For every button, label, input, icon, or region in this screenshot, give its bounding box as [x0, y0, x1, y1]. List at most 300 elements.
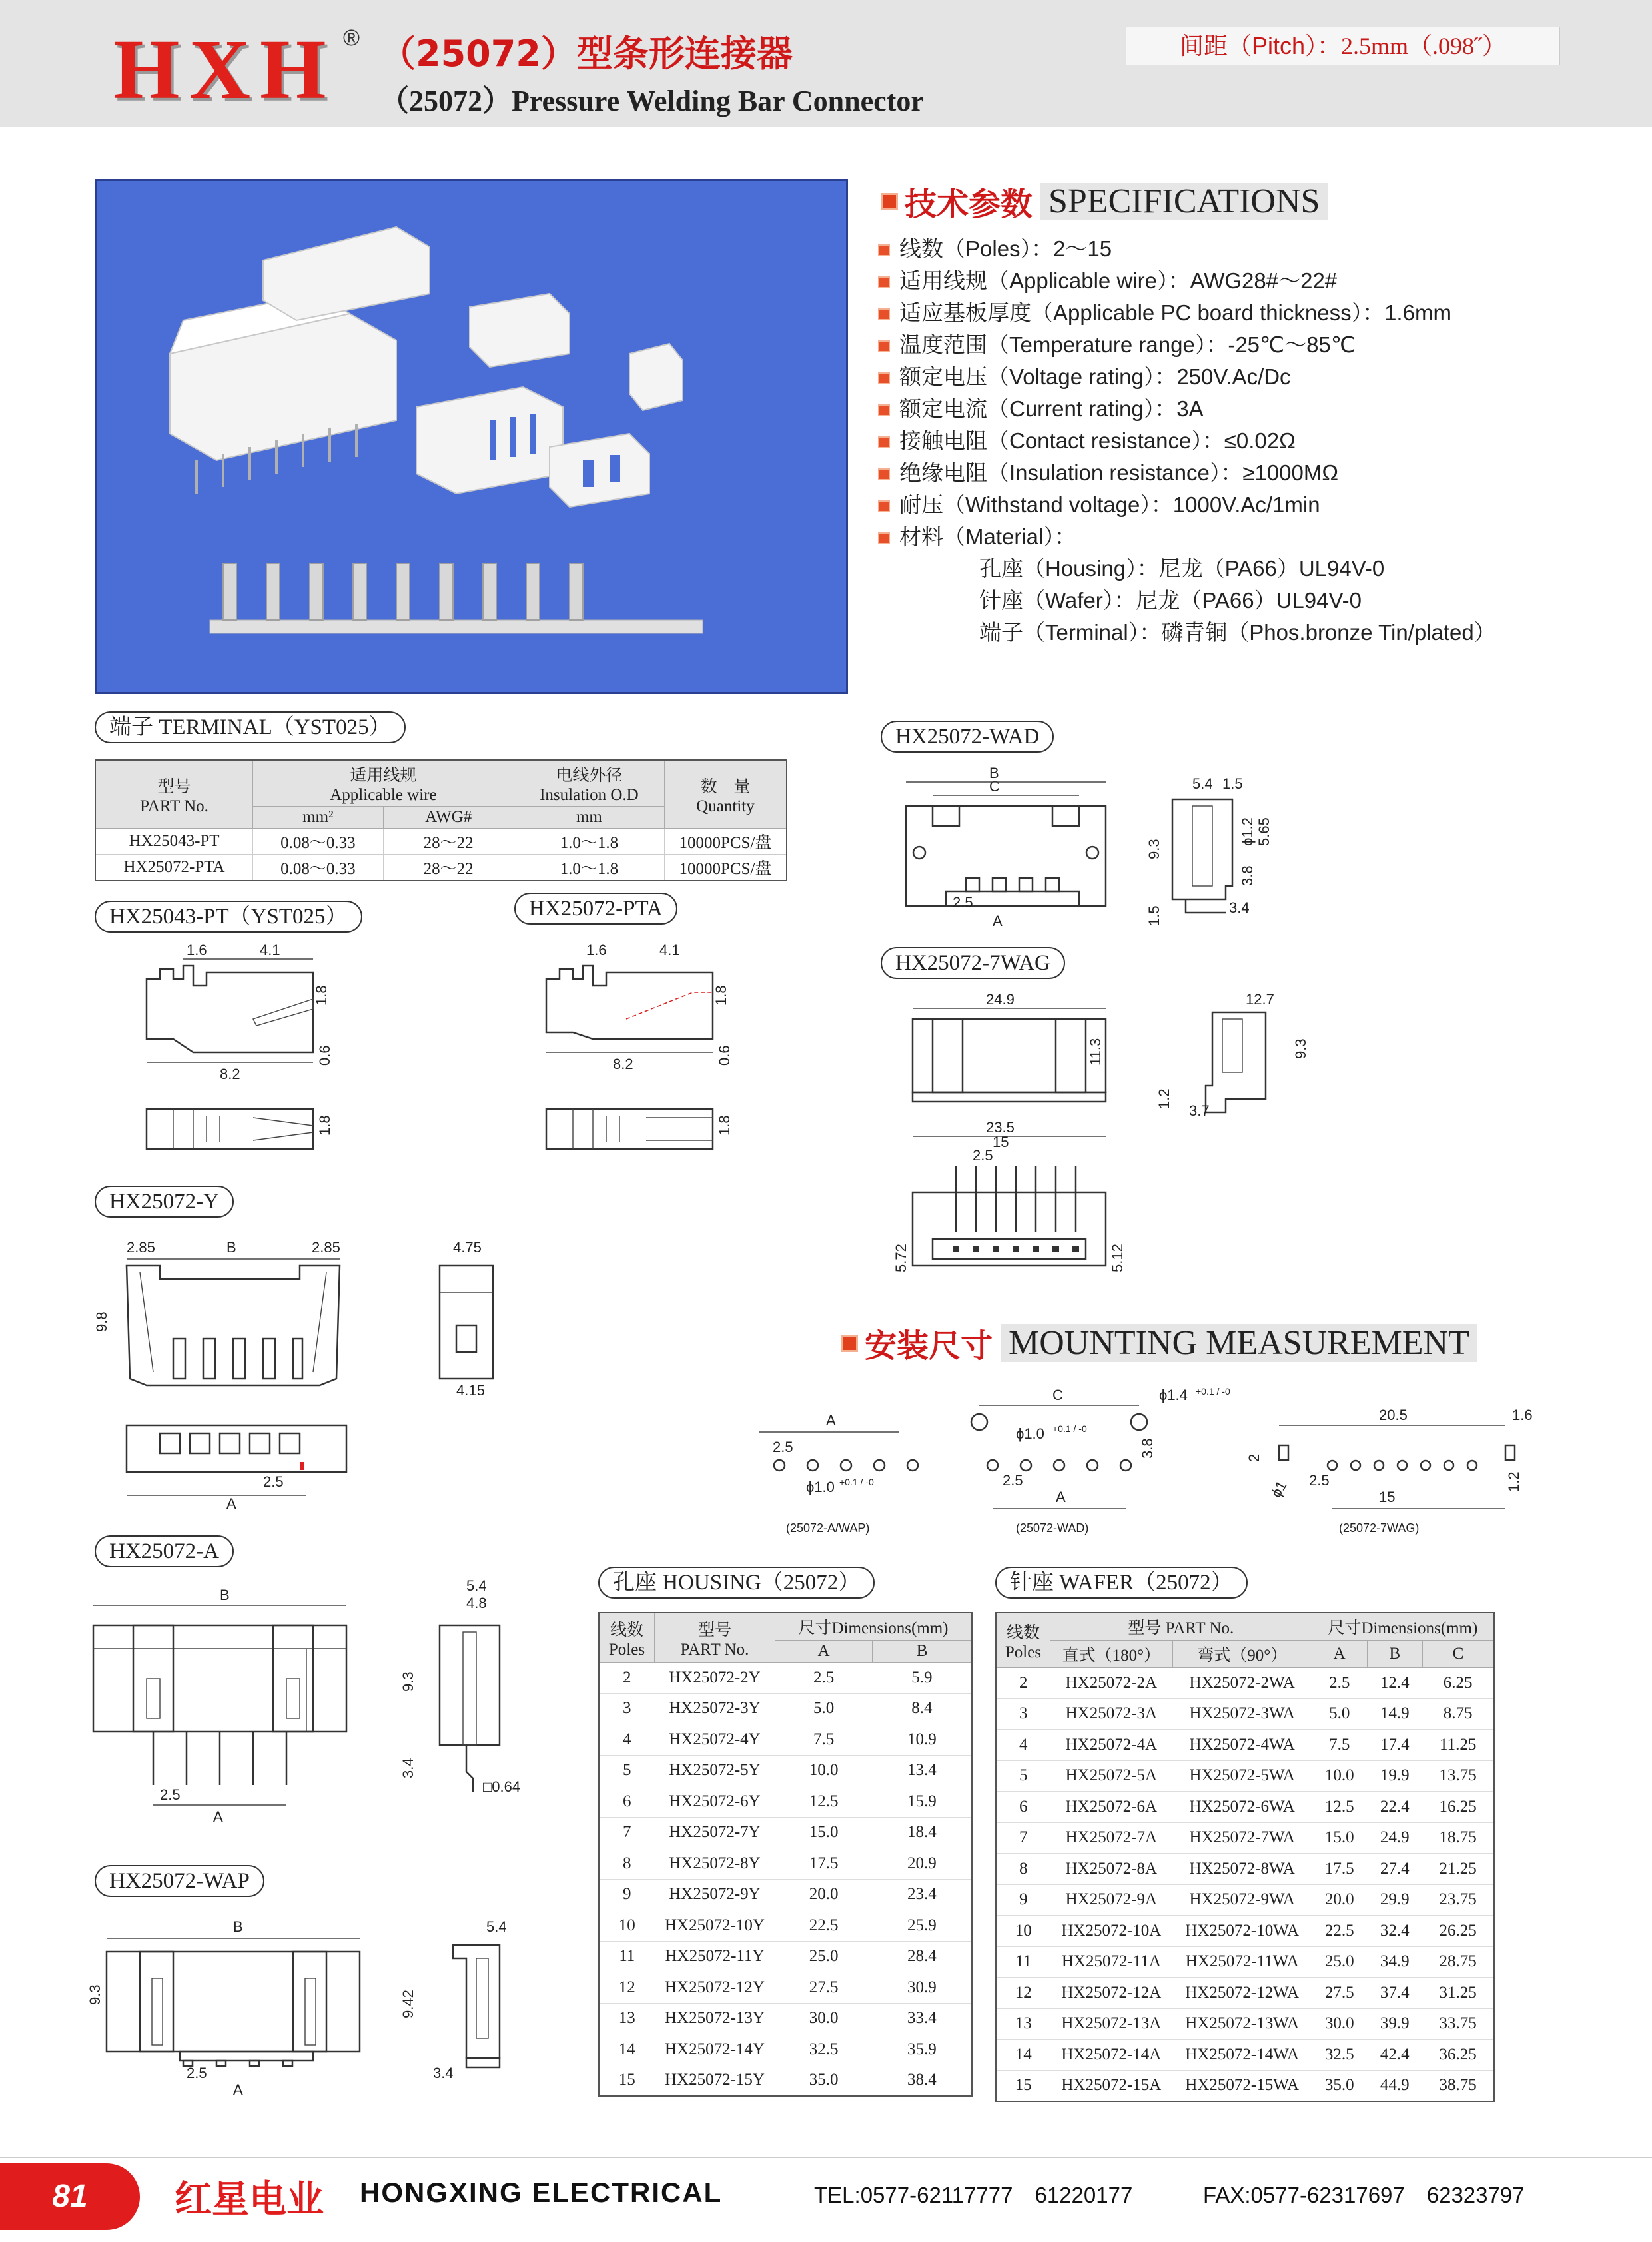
table-row — [599, 1755, 972, 1786]
table-cell: 9 — [996, 1884, 1050, 1916]
table-cell: HX25072-9A — [1050, 1884, 1173, 1916]
table-cell: 25.0 — [1312, 1946, 1367, 1978]
title-english: （25072）Pressure Welding Bar Connector — [380, 85, 924, 117]
table-cell: HX25072-2A — [1050, 1668, 1173, 1699]
table-cell: HX25072-7WA — [1172, 1822, 1312, 1854]
y-housing-drawing — [93, 1239, 500, 1519]
table-cell: 39.9 — [1367, 2008, 1422, 2040]
table-cell: 27.5 — [1312, 1978, 1367, 2009]
table-cell: 23.75 — [1422, 1884, 1494, 1916]
table-cell: HX25072-6WA — [1172, 1792, 1312, 1823]
table-row — [996, 2040, 1494, 2071]
table-cell: 38.4 — [873, 2065, 972, 2096]
table-cell: HX25072-10A — [1050, 1916, 1173, 1947]
table-cell: 6 — [996, 1792, 1050, 1823]
table-cell: HX25072-5WA — [1172, 1760, 1312, 1792]
table-cell: 12.5 — [775, 1786, 873, 1818]
table-cell: 2.5 — [1312, 1668, 1367, 1699]
table-cell: HX25072-12Y — [655, 1972, 775, 2004]
spec-contact-resistance: 接触电阻（Contact resistance）：≤0.02Ω — [878, 424, 1296, 455]
svg-text:2: 2 — [1246, 1453, 1262, 1462]
bullet-icon — [878, 532, 890, 544]
svg-text:C: C — [989, 778, 1000, 795]
svg-text:3.8: 3.8 — [1239, 865, 1256, 886]
table-cell: 30.9 — [873, 1972, 972, 2004]
svg-text:A: A — [826, 1412, 836, 1429]
table-cell: 24.9 — [1367, 1822, 1422, 1854]
table-cell: 13.75 — [1422, 1760, 1494, 1792]
svg-text:(25072-A/WAP): (25072-A/WAP) — [786, 1521, 870, 1535]
svg-text:1.2: 1.2 — [1156, 1088, 1172, 1109]
svg-text:8.2: 8.2 — [613, 1056, 633, 1072]
heading-bullet-icon — [841, 1335, 858, 1352]
table-cell: 14 — [599, 2034, 655, 2065]
table-row — [599, 1663, 972, 1694]
table-cell: HX25072-4WA — [1172, 1730, 1312, 1761]
svg-text:A: A — [233, 2081, 243, 2098]
table-row — [996, 1884, 1494, 1916]
svg-text:(25072-7WAG): (25072-7WAG) — [1339, 1521, 1420, 1535]
table-row — [996, 1822, 1494, 1854]
table-cell: 3 — [599, 1693, 655, 1724]
a-wafer-drawing — [93, 1577, 533, 1825]
pt-drawing-label: HX25043-PT（YST025） — [95, 901, 362, 933]
table-cell: 13 — [996, 2008, 1050, 2040]
table-cell: 35.0 — [775, 2065, 873, 2096]
table-row — [599, 1848, 972, 1880]
table-cell: 34.9 — [1367, 1946, 1422, 1978]
table-cell: HX25072-2Y — [655, 1663, 775, 1694]
footer-divider — [0, 2157, 1652, 2158]
svg-text:3.4: 3.4 — [433, 2065, 454, 2081]
table-row — [599, 1972, 972, 2004]
table-cell: 6 — [599, 1786, 655, 1818]
table-cell: 12.5 — [1312, 1792, 1367, 1823]
table-cell: 8.4 — [873, 1693, 972, 1724]
fax: FAX:0577-62317697 62323797 — [1203, 2183, 1525, 2207]
svg-text:2.5: 2.5 — [1309, 1472, 1330, 1489]
svg-text:2.5: 2.5 — [773, 1439, 793, 1455]
svg-text:1.8: 1.8 — [316, 1115, 333, 1136]
svg-text:3.4: 3.4 — [1229, 899, 1250, 916]
svg-text:2.5: 2.5 — [1003, 1472, 1023, 1489]
wad-wafer-drawing — [893, 766, 1306, 933]
table-cell: 5.9 — [873, 1663, 972, 1694]
table-cell: 16.25 — [1422, 1792, 1494, 1823]
table-cell: HX25072-9WA — [1172, 1884, 1312, 1916]
table-cell: 38.75 — [1422, 2070, 1494, 2101]
pitch-box — [1126, 27, 1560, 65]
table-row — [996, 1730, 1494, 1761]
svg-text:5.4: 5.4 — [1192, 775, 1213, 792]
table-row — [599, 2034, 972, 2065]
table-row — [599, 1879, 972, 1910]
company-name-cn: 红星电业 — [175, 2178, 324, 2221]
table-row — [996, 1978, 1494, 2009]
svg-text:1.5: 1.5 — [1146, 905, 1162, 926]
table-cell: 10.9 — [873, 1724, 972, 1756]
table-cell: 2.5 — [775, 1663, 873, 1694]
table-cell: 37.4 — [1367, 1978, 1422, 2009]
svg-text:1.8: 1.8 — [716, 1115, 733, 1136]
svg-text:A: A — [226, 1495, 236, 1512]
table-cell: HX25072-6A — [1050, 1792, 1173, 1823]
svg-text:9.3: 9.3 — [87, 1984, 103, 2005]
table-cell: 35.0 — [1312, 2070, 1367, 2101]
table-row — [599, 1724, 972, 1756]
svg-text:4.8: 4.8 — [466, 1595, 487, 1611]
table-cell: 4 — [599, 1724, 655, 1756]
svg-text:A: A — [213, 1808, 223, 1825]
svg-text:1.2: 1.2 — [1505, 1471, 1522, 1492]
table-cell: 26.25 — [1422, 1916, 1494, 1947]
table-cell: 10.0 — [775, 1755, 873, 1786]
table-cell: 27.4 — [1367, 1854, 1422, 1885]
spec-material-wafer: 针座（Wafer）：尼龙（PA66）UL94V-0 — [979, 588, 1362, 613]
wafer-table: 线数 Poles 型号 PART No. 尺寸Dimensions(mm) 直式（180°） 弯式（90°） A B C 2 HX25072-2A HX25072-2WA 2.5 12.4 6.25 3 HX25072-3A HX25072-3WA 5.0 14.9 8.75 4 HX25072-4A HX25072-4WA 7.5 17.4 11.25 5 HX25072-5A HX25072-5WA 10.0 19.9 13.75 6 HX25072-6A HX25072-6WA 12.5 22.4 16.25 7 HX25072-7A HX25072-7WA 15.0 24.9 18.75 8 HX25072-8A HX25072-8WA 17.5 27.4 21.25 9 HX25072-9A HX25072-9WA 20.0 29.9 23.75 10 HX25072-10A HX25072-10WA 22.5 32.4 26.25 11 HX25072-11A HX25072-11WA 25.0 34.9 28.75 12 HX25072-12A HX25072-12WA 27.5 37.4 31.25 13 HX25072-13A HX25072-13WA 30.0 39.9 33.75 14 HX25072-14A HX25072-14WA 32.5 42.4 36.25 15 HX25072-15A HX25072-15WA 35.0 44.9 38.75 — [995, 1612, 1495, 2102]
table-cell: 18.75 — [1422, 1822, 1494, 1854]
table-cell: HX25072-5A — [1050, 1760, 1173, 1792]
table-row — [599, 2065, 972, 2096]
svg-text:3.4: 3.4 — [400, 1758, 416, 1778]
table-row — [599, 2003, 972, 2034]
svg-text:4.1: 4.1 — [260, 942, 280, 958]
table-cell: 23.4 — [873, 1879, 972, 1910]
table-cell: HX25072-11Y — [655, 1941, 775, 1972]
table-cell: HX25072-10WA — [1172, 1916, 1312, 1947]
housing-table: 线数 Poles 型号 PART No. 尺寸Dimensions(mm) A B 2 HX25072-2Y 2.5 5.9 3 HX25072-3Y 5.0 8.4 4 HX25072-4Y 7.5 10.9 5 HX25072-5Y 10.0 13.4 6 HX25072-6Y 12.5 15.9 7 HX25072-7Y 15.0 18.4 8 HX25072-8Y 17.5 20.9 9 HX25072-9Y 20.0 23.4 10 HX25072-10Y 22.5 25.9 11 HX25072-11Y 25.0 28.4 12 HX25072-12Y 27.5 30.9 13 HX25072-13Y 30.0 33.4 14 HX25072-14Y 32.5 35.9 15 HX25072-15Y 35.0 38.4 — [598, 1612, 973, 2097]
table-cell: 35.9 — [873, 2034, 972, 2065]
housing-label: 孔座 HOUSING（25072） — [598, 1567, 875, 1599]
table-cell: 22.5 — [775, 1910, 873, 1942]
table-row — [996, 1916, 1494, 1947]
table-cell: HX25072-15WA — [1172, 2070, 1312, 2101]
table-row — [599, 1910, 972, 1942]
svg-text:2.5: 2.5 — [953, 894, 973, 911]
svg-text:4.75: 4.75 — [453, 1239, 482, 1256]
spec-voltage: 额定电压（Voltage rating）：250V.Ac/Dc — [878, 360, 1291, 391]
svg-text:0.6: 0.6 — [716, 1045, 733, 1066]
page-number: 81 — [0, 2163, 140, 2230]
table-row — [996, 1792, 1494, 1823]
svg-text:5.65: 5.65 — [1256, 817, 1272, 846]
mounting-heading-cn: 安装尺寸 — [865, 1329, 993, 1364]
table-cell: HX25072-7Y — [655, 1817, 775, 1848]
table-cell: HX25072-11A — [1050, 1946, 1173, 1978]
table-cell: 10 — [996, 1916, 1050, 1947]
table-cell: HX25072-3Y — [655, 1693, 775, 1724]
table-cell: 12 — [599, 1972, 655, 2004]
svg-text:0.6: 0.6 — [316, 1045, 333, 1066]
table-cell: 11 — [996, 1946, 1050, 1978]
table-cell: 18.4 — [873, 1817, 972, 1848]
specifications-heading — [881, 179, 1328, 222]
pta-terminal-drawing — [533, 942, 746, 1166]
svg-text:4.1: 4.1 — [659, 942, 680, 958]
spec-wire: 适用线规（Applicable wire）：AWG28#～22# — [878, 264, 1337, 295]
spec-withstand-voltage: 耐压（Withstand voltage）：1000V.Ac/1min — [878, 488, 1320, 519]
table-cell: 20.0 — [1312, 1884, 1367, 1916]
table-cell: 2 — [599, 1663, 655, 1694]
table-cell: 7.5 — [775, 1724, 873, 1756]
svg-text:2.5: 2.5 — [973, 1147, 993, 1164]
svg-text:1.5: 1.5 — [1222, 775, 1243, 792]
table-cell: 17.4 — [1367, 1730, 1422, 1761]
mounting-heading-en: MOUNTING MEASUREMENT — [1001, 1324, 1477, 1362]
table-row: HX25072-PTA 0.08～0.33 28～22 1.0～1.8 10000PCS/盘 — [95, 855, 787, 881]
spec-material-terminal: 端子（Terminal）：磷青铜（Phos.bronze Tin/plated） — [979, 620, 1496, 645]
table-cell: 14 — [996, 2040, 1050, 2071]
table-cell: 15.9 — [873, 1786, 972, 1818]
svg-text:+0.1 / -0: +0.1 / -0 — [1196, 1386, 1230, 1397]
table-cell: HX25072-12WA — [1172, 1978, 1312, 2009]
terminal-label: 端子 TERMINAL（YST025） — [95, 711, 406, 743]
svg-text:+0.1 / -0: +0.1 / -0 — [839, 1477, 874, 1487]
table-cell: HX25072-3A — [1050, 1698, 1173, 1730]
table-row — [996, 1946, 1494, 1978]
svg-text:(25072-WAD): (25072-WAD) — [1016, 1521, 1089, 1535]
svg-text:5.12: 5.12 — [1109, 1244, 1126, 1272]
y-drawing-label: HX25072-Y — [95, 1186, 234, 1218]
svg-text:24.9: 24.9 — [986, 991, 1015, 1008]
svg-text:B: B — [989, 765, 999, 781]
table-cell: 10 — [599, 1910, 655, 1942]
table-cell: 25.0 — [775, 1941, 873, 1972]
table-row: HX25043-PT 0.08～0.33 28～22 1.0～1.8 10000PCS/盘 — [95, 829, 787, 855]
svg-text:2.85: 2.85 — [127, 1239, 155, 1256]
table-cell: 25.9 — [873, 1910, 972, 1942]
table-cell: 30.0 — [1312, 2008, 1367, 2040]
svg-text:5.4: 5.4 — [486, 1918, 507, 1935]
svg-text:1.6: 1.6 — [187, 942, 207, 958]
table-cell: 21.25 — [1422, 1854, 1494, 1885]
table-cell: 17.5 — [1312, 1854, 1367, 1885]
svg-text:1.6: 1.6 — [586, 942, 607, 958]
table-cell: HX25072-15Y — [655, 2065, 775, 2096]
table-cell: 20.9 — [873, 1848, 972, 1880]
svg-text:A: A — [1056, 1489, 1066, 1505]
svg-text:2.5: 2.5 — [160, 1786, 181, 1803]
telephone: TEL:0577-62117777 61220177 — [814, 2183, 1133, 2207]
registered-mark: ® — [343, 25, 360, 51]
table-cell: 30.0 — [775, 2003, 873, 2034]
table-row — [599, 1941, 972, 1972]
table-cell: HX25072-13A — [1050, 2008, 1173, 2040]
spec-poles: 线数（Poles）：2～15 — [878, 232, 1112, 263]
table-cell: 19.9 — [1367, 1760, 1422, 1792]
table-row — [599, 1786, 972, 1818]
table-cell: 6.25 — [1422, 1668, 1494, 1699]
table-cell: 28.75 — [1422, 1946, 1494, 1978]
table-cell: 7 — [599, 1817, 655, 1848]
svg-text:1.8: 1.8 — [713, 985, 729, 1006]
svg-text:23.5: 23.5 — [986, 1119, 1015, 1136]
table-cell: 7 — [996, 1822, 1050, 1854]
table-cell: 14.9 — [1367, 1698, 1422, 1730]
table-cell: 29.9 — [1367, 1884, 1422, 1916]
spec-board-thickness: 适应基板厚度（Applicable PC board thickness）：1.6mm — [878, 296, 1451, 327]
table-cell: 22.5 — [1312, 1916, 1367, 1947]
mounting-heading — [841, 1320, 1477, 1366]
svg-text:3.8: 3.8 — [1139, 1438, 1156, 1459]
table-row — [996, 2070, 1494, 2101]
wad-drawing-label: HX25072-WAD — [881, 721, 1054, 753]
table-row — [599, 1817, 972, 1848]
table-row — [996, 1698, 1494, 1730]
spec-insulation-resistance: 绝缘电阻（Insulation resistance）：≥1000MΩ — [878, 456, 1338, 487]
table-cell: HX25072-8WA — [1172, 1854, 1312, 1885]
table-cell: 2 — [996, 1668, 1050, 1699]
table-cell: 32.5 — [775, 2034, 873, 2065]
svg-text:2.5: 2.5 — [263, 1473, 284, 1490]
wap-drawing-label: HX25072-WAP — [95, 1865, 264, 1897]
table-cell: HX25072-13Y — [655, 2003, 775, 2034]
table-row — [996, 1854, 1494, 1885]
svg-text:1.6: 1.6 — [1512, 1407, 1533, 1423]
title-chinese: （25072）型条形连接器 — [380, 33, 793, 75]
spec-heading-en: SPECIFICATIONS — [1040, 183, 1328, 220]
bullet-icon — [878, 308, 890, 320]
table-row — [599, 1693, 972, 1724]
table-cell: 11.25 — [1422, 1730, 1494, 1761]
wag-drawing-label: HX25072-7WAG — [881, 947, 1065, 979]
table-cell: 8 — [599, 1848, 655, 1880]
pitch-value: 2.5mm（.098˝） — [1341, 33, 1507, 59]
pt-terminal-drawing — [133, 942, 346, 1166]
pta-drawing-label: HX25072-PTA — [514, 893, 677, 925]
table-cell: 5 — [599, 1755, 655, 1786]
bullet-icon — [878, 468, 890, 480]
svg-text:9.3: 9.3 — [1292, 1038, 1309, 1059]
svg-text:ϕ1.2: ϕ1.2 — [1239, 817, 1256, 846]
bullet-icon — [878, 372, 890, 384]
table-cell: HX25072-14Y — [655, 2034, 775, 2065]
bullet-icon — [878, 404, 890, 416]
svg-text:B: B — [226, 1239, 236, 1256]
a-drawing-label: HX25072-A — [95, 1535, 234, 1567]
svg-text:2.5: 2.5 — [187, 2065, 207, 2081]
spec-current: 额定电流（Current rating）：3A — [878, 392, 1204, 423]
table-cell: HX25072-15A — [1050, 2070, 1173, 2101]
wafer-label: 针座 WAFER（25072） — [995, 1567, 1248, 1599]
product-photo-art — [97, 181, 846, 692]
svg-text:4.15: 4.15 — [456, 1382, 485, 1399]
svg-text:9.8: 9.8 — [93, 1311, 110, 1332]
table-cell: HX25072-12A — [1050, 1978, 1173, 2009]
svg-text:9.42: 9.42 — [400, 1990, 416, 2018]
table-cell: HX25072-9Y — [655, 1879, 775, 1910]
table-cell: HX25072-8Y — [655, 1848, 775, 1880]
table-cell: 13 — [599, 2003, 655, 2034]
table-cell: 15 — [996, 2070, 1050, 2101]
svg-text:9.3: 9.3 — [1146, 839, 1162, 859]
table-cell: 15 — [599, 2065, 655, 2096]
svg-text:3.7: 3.7 — [1189, 1102, 1210, 1119]
mounting-diagrams — [746, 1385, 1565, 1539]
svg-text:□0.64: □0.64 — [483, 1778, 521, 1795]
svg-text:+0.1 / -0: +0.1 / -0 — [1052, 1423, 1087, 1434]
spec-heading-cn: 技术参数 — [905, 187, 1033, 222]
table-cell: HX25072-4A — [1050, 1730, 1173, 1761]
heading-bullet-icon — [881, 193, 898, 210]
spec-temperature: 温度范围（Temperature range）：-25℃～85℃ — [878, 328, 1356, 359]
table-cell: 44.9 — [1367, 2070, 1422, 2101]
table-cell: 17.5 — [775, 1848, 873, 1880]
table-cell: HX25072-3WA — [1172, 1698, 1312, 1730]
table-cell: 42.4 — [1367, 2040, 1422, 2071]
product-photo — [95, 179, 848, 694]
table-cell: HX25072-14A — [1050, 2040, 1173, 2071]
svg-text:ϕ1: ϕ1 — [1267, 1477, 1290, 1501]
svg-text:15: 15 — [993, 1134, 1009, 1150]
table-cell: 9 — [599, 1879, 655, 1910]
table-cell: 36.25 — [1422, 2040, 1494, 2071]
table-cell: HX25072-10Y — [655, 1910, 775, 1942]
svg-text:20.5: 20.5 — [1379, 1407, 1408, 1423]
table-cell: 11 — [599, 1941, 655, 1972]
svg-text:ϕ1.0: ϕ1.0 — [806, 1479, 835, 1495]
svg-text:11.3: 11.3 — [1087, 1038, 1104, 1066]
svg-text:2.85: 2.85 — [312, 1239, 340, 1256]
bullet-icon — [878, 276, 890, 288]
table-cell: 3 — [996, 1698, 1050, 1730]
table-cell: 5.0 — [1312, 1698, 1367, 1730]
brand-logo: HXH — [113, 22, 336, 117]
bullet-icon — [878, 436, 890, 448]
table-cell: 32.4 — [1367, 1916, 1422, 1947]
table-cell: HX25072-5Y — [655, 1755, 775, 1786]
table-cell: HX25072-4Y — [655, 1724, 775, 1756]
svg-text:ϕ1.0: ϕ1.0 — [1016, 1425, 1044, 1442]
table-cell: 33.75 — [1422, 2008, 1494, 2040]
svg-text:5.4: 5.4 — [466, 1577, 487, 1594]
table-cell: 7.5 — [1312, 1730, 1367, 1761]
table-cell: 13.4 — [873, 1755, 972, 1786]
table-cell: HX25072-13WA — [1172, 2008, 1312, 2040]
wag-wafer-drawing — [893, 992, 1359, 1292]
table-cell: HX25072-2WA — [1172, 1668, 1312, 1699]
svg-text:1.8: 1.8 — [313, 985, 330, 1006]
table-cell: HX25072-11WA — [1172, 1946, 1312, 1978]
table-cell: 20.0 — [775, 1879, 873, 1910]
svg-text:B: B — [233, 1918, 243, 1935]
bullet-icon — [878, 500, 890, 512]
svg-text:15: 15 — [1379, 1489, 1396, 1505]
bullet-icon — [878, 244, 890, 256]
table-row — [996, 1760, 1494, 1792]
svg-text:5.72: 5.72 — [893, 1244, 909, 1272]
svg-text:C: C — [1052, 1387, 1063, 1403]
spec-material-housing: 孔座（Housing）：尼龙（PA66）UL94V-0 — [979, 556, 1385, 581]
table-row — [996, 1668, 1494, 1699]
company-name-en: HONGXING ELECTRICAL — [360, 2177, 723, 2208]
table-cell: 5.0 — [775, 1693, 873, 1724]
table-cell: 32.5 — [1312, 2040, 1367, 2071]
bullet-icon — [878, 340, 890, 352]
table-cell: 8 — [996, 1854, 1050, 1885]
terminal-table: 型号 PART No. 适用线规 Applicable wire 电线外径 Insulation O.D 数 量 Quantity mm² AWG# mm HX25043-PT 0.08～0.33 28～22 1.0～1.8 10000PCS/盘 HX25072-PTA 0.08～0.33 28～22 1.0～1.8 10000PCS/盘 — [95, 759, 787, 881]
spec-material: 材料（Material）： — [878, 520, 1076, 551]
table-cell: 27.5 — [775, 1972, 873, 2004]
table-cell: 12.4 — [1367, 1668, 1422, 1699]
table-cell: 15.0 — [775, 1817, 873, 1848]
table-cell: HX25072-6Y — [655, 1786, 775, 1818]
pitch-label: 间距（Pitch）： — [1179, 32, 1342, 59]
table-cell: 33.4 — [873, 2003, 972, 2034]
table-cell: 28.4 — [873, 1941, 972, 1972]
table-cell: HX25072-7A — [1050, 1822, 1173, 1854]
table-cell: 22.4 — [1367, 1792, 1422, 1823]
